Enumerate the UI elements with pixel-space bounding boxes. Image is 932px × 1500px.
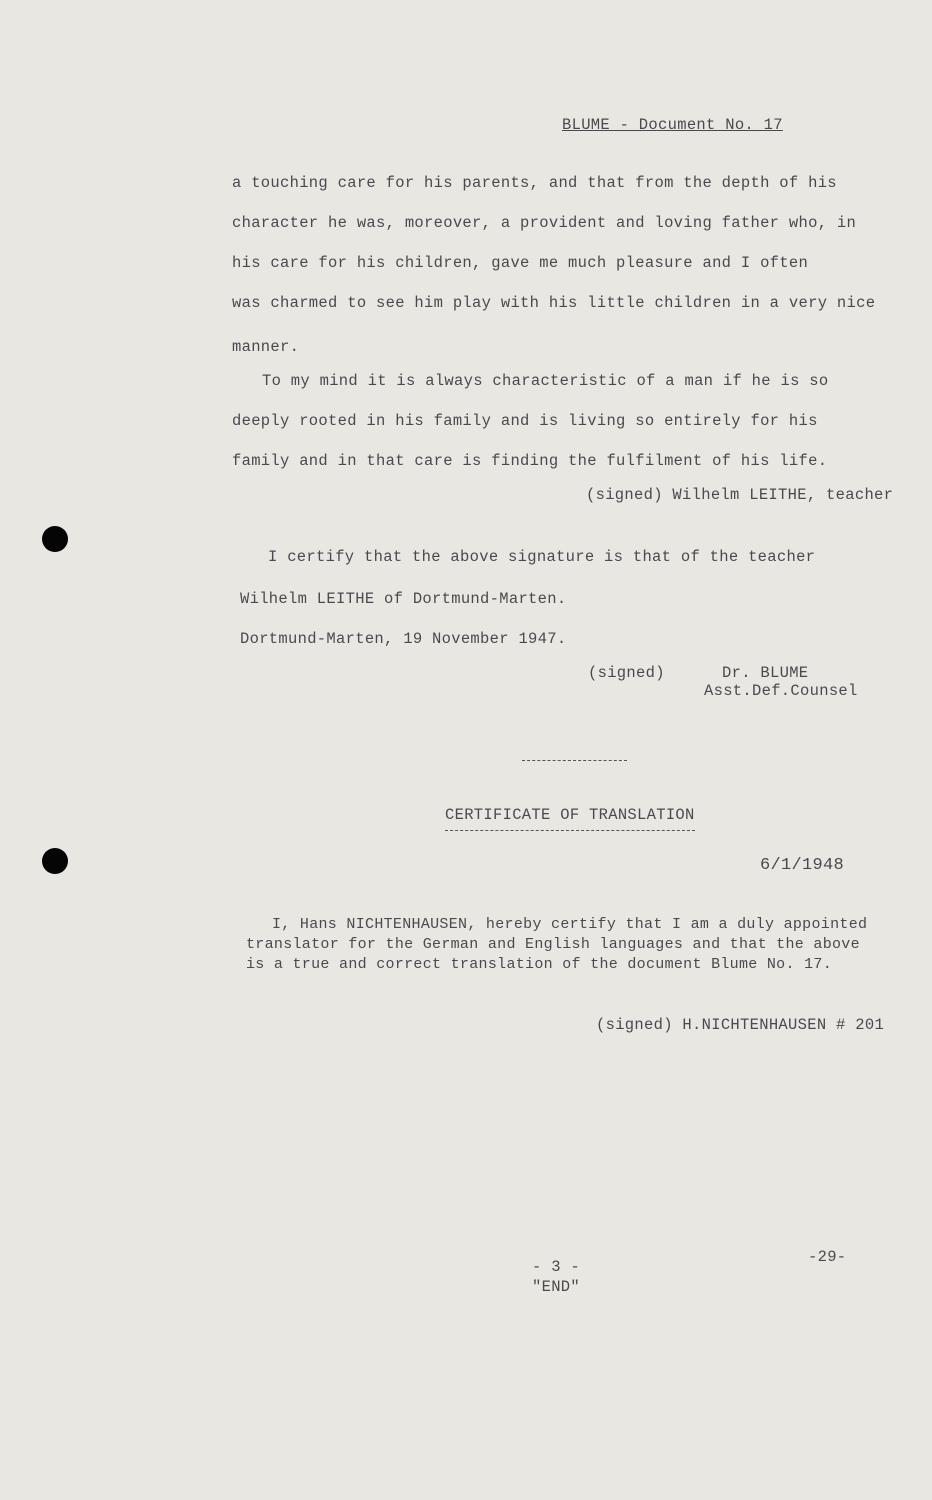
certification-line: Wilhelm LEITHE of Dortmund-Marten. (240, 590, 567, 608)
paragraph-line: deeply rooted in his family and is living so entirely for his (232, 412, 818, 430)
paragraph-line: To my mind it is always characteristic of a man if he is so (262, 372, 829, 390)
document-header: BLUME - Document No. 17 (562, 116, 783, 134)
paragraph-line: family and in that care is finding the fulfilment of his life. (232, 452, 828, 470)
counsel-title: Asst.Def.Counsel (704, 682, 858, 700)
folio-number: -29- (808, 1248, 847, 1266)
certification-line: I certify that the above signature is that of the teacher (268, 548, 816, 566)
counsel-signed-label: (signed) (588, 664, 665, 682)
page-number: - 3 - (532, 1258, 581, 1276)
counsel-name: Dr. BLUME (722, 664, 809, 682)
translation-date: 6/1/1948 (760, 856, 845, 875)
paragraph-line: was charmed to see him play with his little children in a very nice (232, 294, 876, 312)
paragraph-line: manner. (232, 338, 300, 356)
punch-hole (42, 848, 68, 874)
paragraph-line: his care for his children, gave me much pleasure and I often (232, 254, 809, 272)
paragraph-line: character he was, moreover, a provident and loving father who, in (232, 214, 857, 232)
translator-signature: (signed) H.NICHTENHAUSEN # 201 (596, 1016, 885, 1034)
end-marker: "END" (532, 1278, 581, 1296)
certificate-title: CERTIFICATE OF TRANSLATION (445, 806, 695, 831)
translation-line: is a true and correct translation of the document Blume No. 17. (246, 956, 832, 973)
translation-line: I, Hans NICHTENHAUSEN, hereby certify that I am a duly appointed (272, 916, 868, 933)
translation-line: translator for the German and English languages and that the above (246, 936, 860, 953)
certification-date: Dortmund-Marten, 19 November 1947. (240, 630, 567, 648)
punch-hole (42, 526, 68, 552)
teacher-signature: (signed) Wilhelm LEITHE, teacher (586, 486, 894, 504)
section-separator (522, 760, 627, 761)
paragraph-line: a touching care for his parents, and that from the depth of his (232, 174, 837, 192)
